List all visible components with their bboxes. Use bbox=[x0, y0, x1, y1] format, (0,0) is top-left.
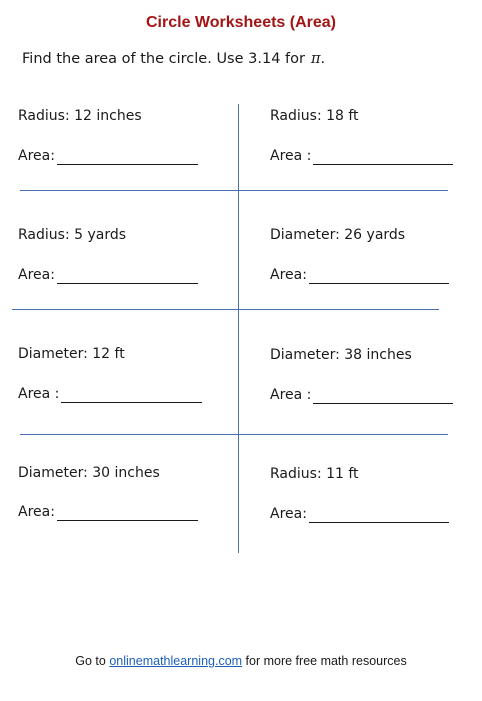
grid-horizontal-divider bbox=[20, 190, 448, 191]
instructions-end: . bbox=[320, 51, 326, 67]
grid-horizontal-divider bbox=[20, 434, 448, 435]
grid-horizontal-divider bbox=[12, 309, 439, 310]
footer-link[interactable]: onlinemathlearning.com bbox=[109, 654, 243, 668]
problem-4-answer-blank[interactable] bbox=[309, 283, 449, 284]
footer-suffix: for more free math resources bbox=[245, 654, 407, 668]
problem-3-area-label: Area: bbox=[18, 267, 55, 283]
problem-3-answer-blank[interactable] bbox=[57, 283, 198, 284]
problem-2-answer-blank[interactable] bbox=[313, 164, 453, 165]
footer-prefix: Go to bbox=[75, 654, 106, 668]
instructions bbox=[22, 51, 325, 67]
problem-5-area-label: Area : bbox=[18, 386, 60, 402]
problem-1-prompt: Radius: 12 inches bbox=[18, 108, 142, 124]
problem-4-area-label: Area: bbox=[270, 267, 307, 283]
problem-5-answer-blank[interactable] bbox=[61, 402, 202, 403]
problem-6-prompt: Diameter: 38 inches bbox=[270, 347, 412, 363]
problem-7-prompt: Diameter: 30 inches bbox=[18, 465, 160, 481]
problem-6-area-label: Area : bbox=[270, 387, 312, 403]
footer bbox=[0, 654, 482, 668]
problem-3-prompt: Radius: 5 yards bbox=[18, 227, 127, 243]
problem-1-answer-blank[interactable] bbox=[57, 164, 198, 165]
grid-vertical-divider bbox=[238, 104, 239, 553]
problem-2-area-label: Area : bbox=[270, 148, 312, 164]
instructions-text: Find the area of the circle. Use 3.14 for bbox=[22, 51, 305, 67]
problem-4-prompt: Diameter: 26 yards bbox=[270, 227, 406, 243]
problem-8-area-label: Area: bbox=[270, 506, 307, 522]
problem-1-area-label: Area: bbox=[18, 148, 55, 164]
problem-7-area-label: Area: bbox=[18, 504, 55, 520]
pi-symbol: π bbox=[310, 51, 321, 67]
problem-2-prompt: Radius: 18 ft bbox=[270, 108, 359, 124]
worksheet-title: Circle Worksheets (Area) bbox=[146, 14, 336, 31]
problem-8-prompt: Radius: 11 ft bbox=[270, 466, 359, 482]
problem-6-answer-blank[interactable] bbox=[313, 403, 453, 404]
problem-5-prompt: Diameter: 12 ft bbox=[18, 346, 125, 362]
problem-7-answer-blank[interactable] bbox=[57, 520, 198, 521]
problem-8-answer-blank[interactable] bbox=[309, 522, 449, 523]
